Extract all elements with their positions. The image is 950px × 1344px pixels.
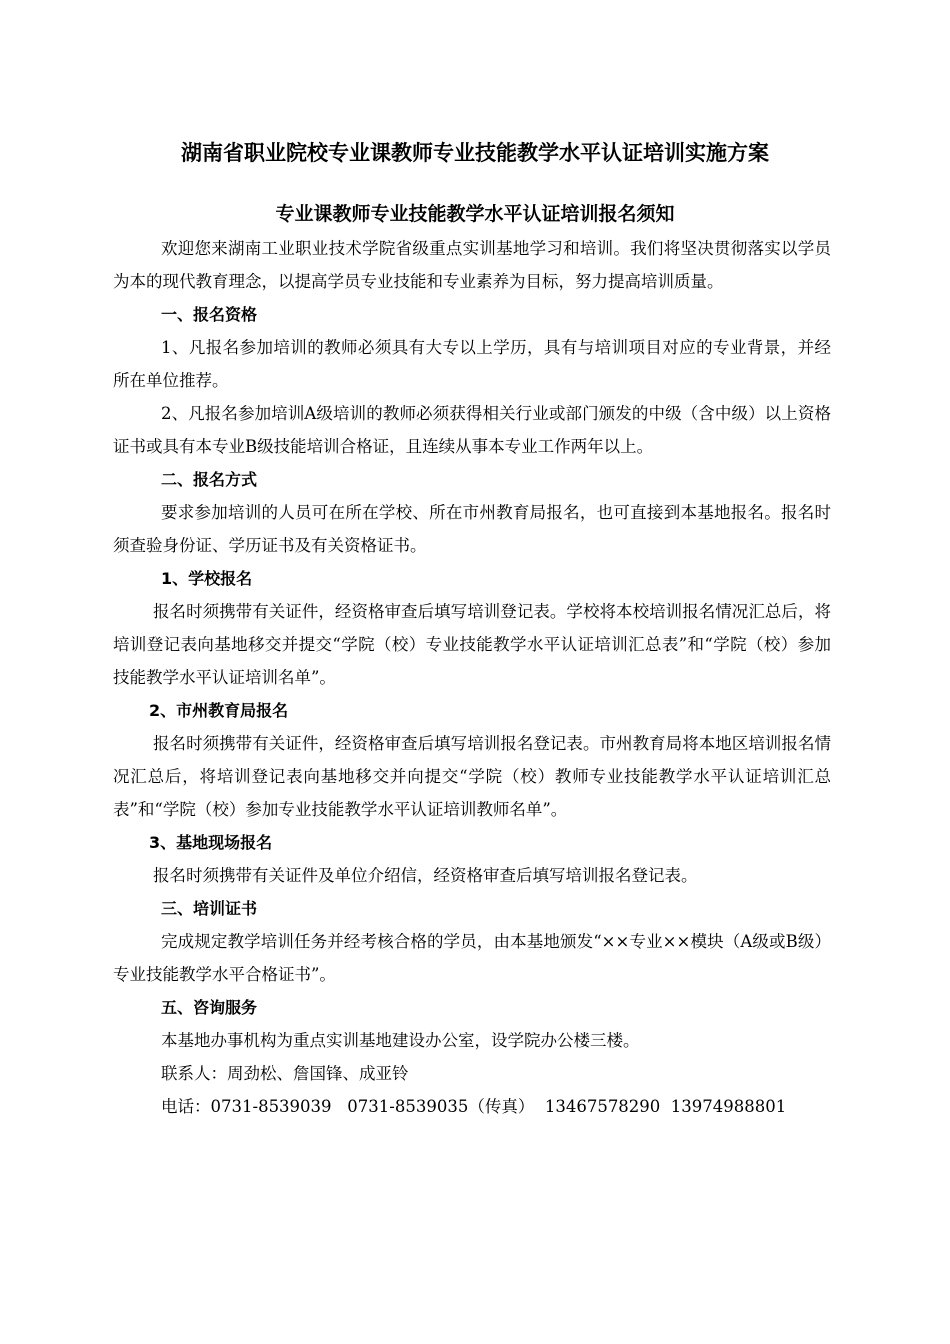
qualification-item-1: 1、凡报名参加培训的教师必须具有大专以上学历，具有与培训项目对应的专业背景，并经所在单位推荐。 (113, 338, 831, 390)
section-heading-method: 二、报名方式 (161, 470, 258, 489)
certificate-paragraph: 完成规定教学培训任务并经考核合格的学员，由本基地颁发“××专业××模块（A级或B级）专业技能教学水平合格证书”。 (113, 932, 831, 984)
section-heading-certificate: 三、培训证书 (161, 899, 258, 918)
document-body (113, 232, 831, 1123)
method-intro-paragraph: 要求参加培训的人员可在所在学校、所在市州教育局报名，也可直接到本基地报名。报名时须查验身份证、学历证书及有关资格证书。 (113, 503, 831, 555)
document-subtitle: 专业课教师专业技能教学水平认证培训报名须知 (275, 203, 675, 225)
city-registration-paragraph: 报名时须携带有关证件，经资格审查后填写培训报名登记表。市州教育局将本地区培训报名情况汇总后，将培训登记表向基地移交并向提交“学院（校）教师专业技能教学水平认证培训汇总表”和“学院（校）参加专业技能教学水平认证培训教师名单”。 (113, 734, 831, 819)
qualification-item-2: 2、凡报名参加培训A级培训的教师必须获得相关行业或部门颁发的中级（含中级）以上资格证书或具有本专业B级技能培训合格证，且连续从事本专业工作两年以上。 (113, 404, 831, 456)
subheading-onsite-registration: 3、基地现场报名 (149, 833, 273, 852)
school-registration-paragraph: 报名时须携带有关证件，经资格审查后填写培训登记表。学校将本校培训报名情况汇总后，将培训登记表向基地移交并提交“学院（校）专业技能教学水平认证培训汇总表”和“学院（校）参加技能教学水平认证培训名单”。 (113, 602, 831, 687)
section-heading-qualification: 一、报名资格 (161, 305, 258, 324)
subheading-city-registration: 2、市州教育局报名 (149, 701, 289, 720)
intro-paragraph: 欢迎您来湖南工业职业技术学院省级重点实训基地学习和培训。我们将坚决贯彻落实以学员为本的现代教育理念，以提高学员专业技能和专业素养为目标，努力提高培训质量。 (113, 239, 831, 291)
section-heading-consult: 五、咨询服务 (161, 998, 258, 1017)
subheading-school-registration: 1、学校报名 (161, 569, 253, 588)
consult-phones-line: 电话：0731-8539039 0731-8539035（传真） 13467578290 13974988801 (161, 1097, 787, 1116)
onsite-registration-paragraph: 报名时须携带有关证件及单位介绍信，经资格审查后填写培训报名登记表。 (153, 866, 698, 885)
consult-contacts-line: 联系人：周劲松、詹国锋、成亚铃 (161, 1064, 409, 1083)
consult-office-line: 本基地办事机构为重点实训基地建设办公室，设学院办公楼三楼。 (161, 1031, 640, 1050)
document-title: 湖南省职业院校专业课教师专业技能教学水平认证培训实施方案 (181, 141, 769, 165)
